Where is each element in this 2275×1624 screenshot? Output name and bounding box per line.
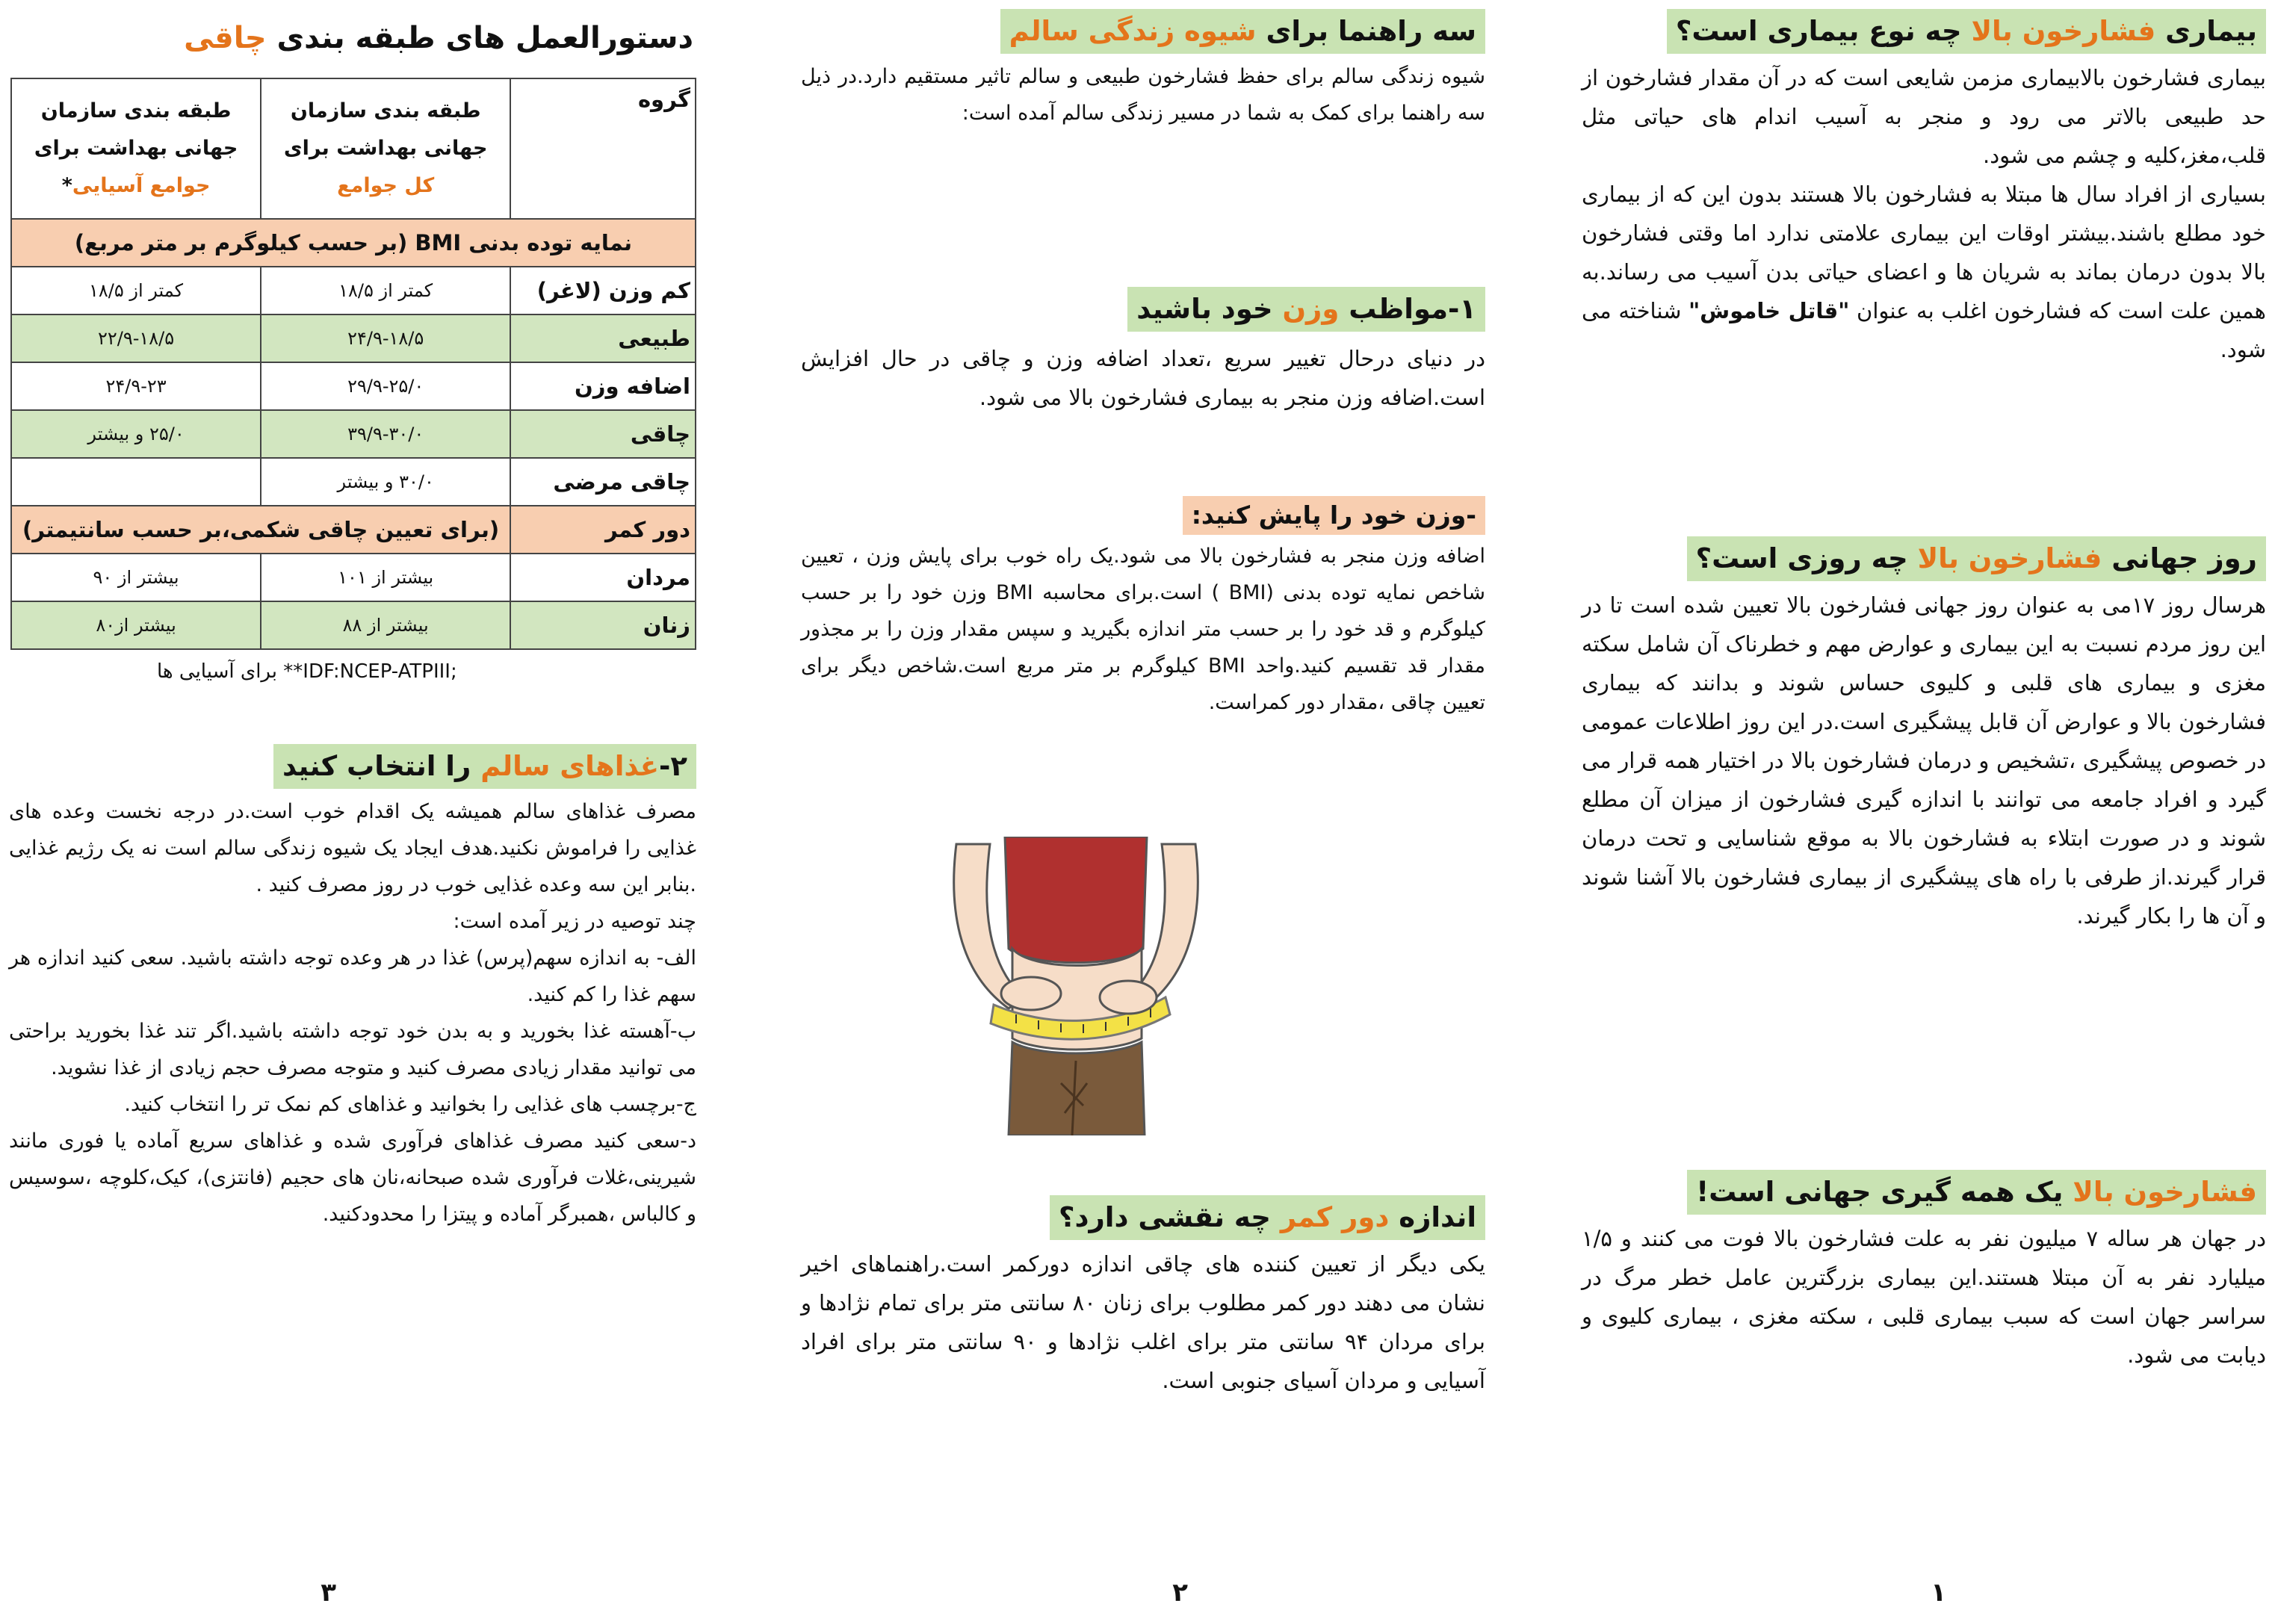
- header-group: گروه: [510, 78, 696, 219]
- paragraph: اضافه وزن منجر به فشارخون بالا می شود.یک راه خوب برای پایش وزن ، تعیین شاخص نمایه توده بدنی (BMI ) است.برای محاسبه BMI وزن خود را بر حسب کیلوگرم و قد خود را بر حسب متر اندازه بگیرید و سپس مقدار وزن را بر مجذور مقدار قد تقسیم کنید.واحد BMI کیلوگرم بر متر مربع است.شاخص دیگر برای تعیین چاقی ،مقدار دور کمراست.: [801, 545, 1485, 714]
- header-asian: طبقه بندی سازمان جهانی بهداشت برای جوامع آسیایی*: [11, 78, 261, 219]
- page-2: [792, 0, 1494, 1624]
- paragraph: در جهان هر ساله ۷ میلیون نفر به علت فشارخون بالا فوت می کنند و ۱/۵ میلیارد نفر به آن مبتلا هستند.این بیماری بزرگترین عامل خطر مرگ در سراسر جهان است که سبب بیماری قلبی ، سکته مغزی ، بیماری کلیوی و دیابت می شود.: [1582, 1226, 2266, 1368]
- page-number: ۲: [1172, 1578, 1188, 1608]
- page-number: ۱: [1931, 1578, 1946, 1608]
- paragraph: ب-آهسته غذا بخورید و به بدن خود توجه داشته باشید.اگر تند غذا بخورید براحتی می توانید مقدار زیادی مصرف کنید و متوجه مصرف حجم زیادی از غذا نشوید.: [9, 1020, 696, 1079]
- bmi-header: نمایه توده بدنی BMI (بر حسب کیلوگرم بر متر مربع): [11, 219, 696, 267]
- heading-what-is-hypertension: بیماری فشارخون بالا چه نوع بیماری است؟: [1667, 9, 2266, 54]
- measuring-tape-icon: [941, 837, 1210, 1135]
- table-footnote: **IDF:NCEP-ATPIII; برای آسیایی ها: [157, 660, 457, 683]
- paragraph: ج-برچسب های غذایی را بخوانید و غذاهای کم نمک تر را انتخاب کنید.: [124, 1093, 696, 1116]
- paragraph: بسیاری از افراد سال ها مبتلا به فشارخون بالا هستند بدون این که از بیماری خود مطلع باشند.بیشتر اوقات این بیماری علامتی ندارد اما وقتی فشارخون بالا بدون درمان بماند به شریان ها و اعضای حیاتی بدن آسیب می رساند.به همین علت است که فشارخون اغلب به عنوان "قاتل خاموش" شناخته می شود.: [1582, 182, 2266, 362]
- paragraph: الف- به اندازه سهم(پرس) غذا در هر وعده توجه داشته باشید. سعی کنید اندازه هر سهم غذا را کم کنید.: [9, 946, 696, 1006]
- page-1: [1573, 0, 2275, 1624]
- table-row: چاقی مرضی ۳۰/۰ و بیشتر: [11, 458, 696, 506]
- waist-measure-illustration: [941, 837, 1210, 1135]
- heading-global-epidemic: فشارخون بالا یک همه گیری جهانی است!: [1687, 1170, 2266, 1215]
- table-row: اضافه وزن ۲۹/۹-۲۵/۰ ۲۴/۹-۲۳: [11, 362, 696, 410]
- waist-header-row: [11, 506, 696, 554]
- section-healthy-foods: [9, 744, 696, 1233]
- table-row: طبیعی ۲۴/۹-۱۸/۵ ۲۲/۹-۱۸/۵: [11, 314, 696, 362]
- table-row: مردان بیشتر از ۱۰۱ بیشتر از ۹۰: [11, 554, 696, 601]
- section-monitor-weight: [801, 496, 1485, 721]
- heading-healthy-foods: ۲-غذاهای سالم را انتخاب کنید: [273, 744, 696, 789]
- section-watch-weight: [801, 287, 1485, 417]
- paragraph: د-سعی کنید مصرف غذاهای فرآوری شده و غذاهای سریع آماده یا فوری مانند شیرینی،غلات فرآوری شده صبحانه،نان های حجیم (فانتزی)، کیک،کلوچه ،سوسیس و کالباس ،همبرگر آماده و پیتزا را محدودکنید.: [9, 1129, 696, 1226]
- paragraph: مصرف غذاهای سالم همیشه یک اقدام خوب است.در درجه نخست وعده های غذایی را فراموش نکنید.هدف ایجاد یک شیوه زندگی سالم است نه یک رژیم غذایی .بنابر این سه وعده غذایی خوب در روز مصرف کنید .: [9, 800, 696, 896]
- table-title: دستورالعمل های طبقه بندی چاقی: [184, 21, 693, 55]
- header-global: طبقه بندی سازمان جهانی بهداشت برای کل جوامع: [261, 78, 510, 219]
- paragraph: در دنیای درحال تغییر سریع ،تعداد اضافه وزن و چاقی در حال افزایش است.اضافه وزن منجر به بیماری فشارخون بالا می شود.: [801, 346, 1485, 410]
- table-row: کم وزن (لاغر) کمتر از ۱۸/۵ کمتر از ۱۸/۵: [11, 267, 696, 314]
- section-what-is-hypertension: [1582, 9, 2266, 369]
- heading-waist-role: اندازه دور کمر چه نقشی دارد؟: [1050, 1195, 1485, 1240]
- heading-monitor-weight: -وزن خود را پایش کنید:: [1183, 496, 1485, 535]
- waist-label: دور کمر: [510, 506, 696, 554]
- table-row: چاقی ۳۹/۹-۳۰/۰ ۲۵/۰ و بیشتر: [11, 410, 696, 458]
- heading-world-day: روز جهانی فشارخون بالا چه روزی است؟: [1687, 536, 2266, 581]
- waist-desc: (برای تعیین چاقی شکمی،بر حسب سانتیمتر): [11, 506, 510, 554]
- paragraph: بیماری فشارخون بالابیماری مزمن شایعی است که در آن مقدار فشارخون از حد طبیعی بالاتر می رود و منجر به آسیب اندام های حیاتی مثل قلب،مغز،کلیه و چشم می شود.: [1582, 65, 2266, 168]
- heading-three-guides: سه راهنما برای شیوه زندگی سالم: [1000, 9, 1485, 54]
- heading-watch-weight: ۱-مواظب وزن خود باشید: [1127, 287, 1485, 332]
- section-world-day: [1582, 536, 2266, 935]
- paragraph: یکی دیگر از تعیین کننده های چاقی اندازه دورکمر است.راهنماهای اخیر نشان می دهند دور کمر مطلوب برای زنان ۸۰ سانتی متر برای تمام نژادها و برای مردان ۹۴ سانتی متر برای اغلب نژادها و ۹۰ سانتی متر برای افراد آسیایی و مردان آسیای جنوبی است.: [801, 1251, 1485, 1393]
- section-global-epidemic: [1582, 1170, 2266, 1374]
- obesity-classification-table: [10, 78, 696, 650]
- paragraph: شیوه زندگی سالم برای حفظ فشارخون طبیعی و سالم تاثیر مستقیم دارد.در ذیل سه راهنما برای کمک به شما در مسیر زندگی سالم آمده است:: [801, 65, 1485, 125]
- section-three-guides: [801, 9, 1485, 131]
- page-number: ۳: [321, 1578, 336, 1608]
- table-row: زنان بیشتر از ۸۸ بیشتر از۸۰: [11, 601, 696, 649]
- paragraph: چند توصیه در زیر آمده است:: [453, 910, 696, 933]
- paragraph: هرسال روز ۱۷می به عنوان روز جهانی فشارخون بالا تعیین شده است تا در این روز مردم نسبت به این بیماری و عوارض مهم و خطرناک آن شامل سکته مغزی و بیماری های قلبی و کلیوی حساس شوند و بدانند که بیماری فشارخون بالا و عوارض آن قابل پیشگیری است.در این روز اطلاعات عمومی در خصوص پیشگیری ،تشخیص و درمان فشارخون بالا در اختیار همه قرار می گیرد و افراد جامعه می توانند با اندازه گیری فشارخون از میزان آن مطلع شوند و در صورت ابتلاء به فشارخون بالا به موقع شناسایی و تحت درمان قرار گیرند.از طرفی با راه های پیشگیری از بیماری فشارخون بالا آشنا شوند و آن ها را بکار گیرند.: [1582, 592, 2266, 929]
- page-3: [0, 0, 702, 1624]
- section-waist-role: [801, 1195, 1485, 1400]
